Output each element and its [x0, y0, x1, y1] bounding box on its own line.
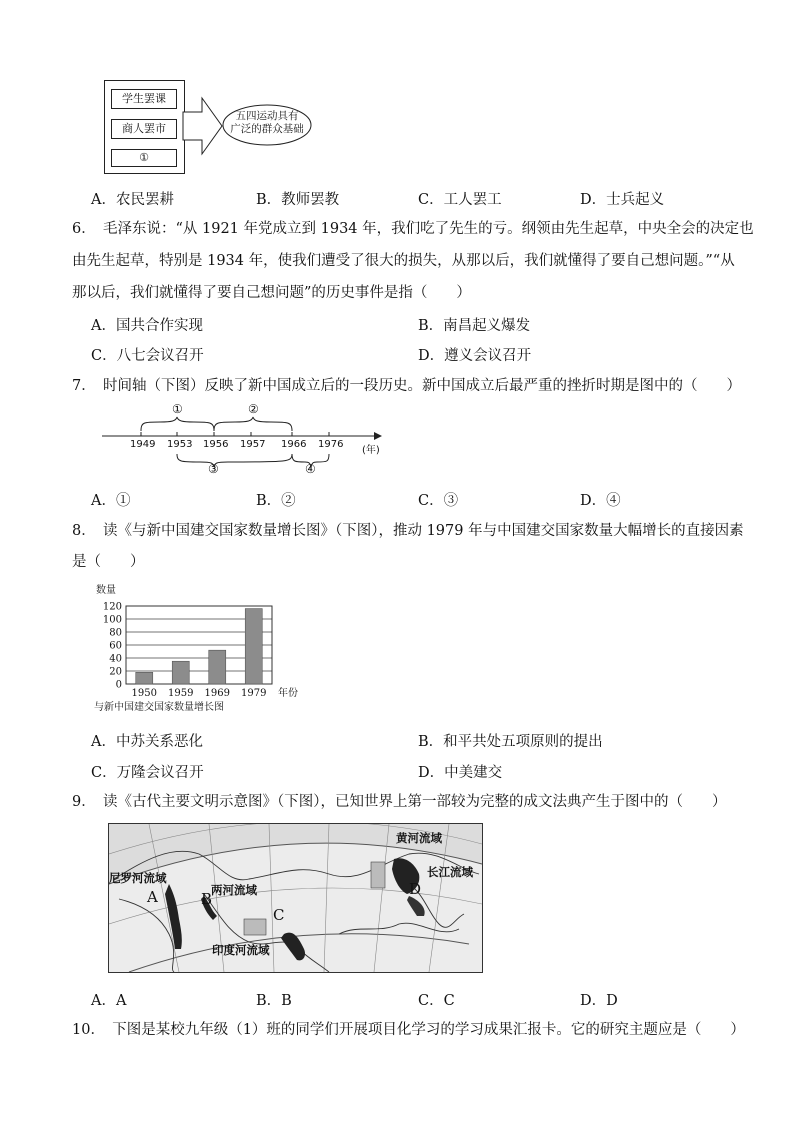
chart-ytick-label: 40: [109, 653, 122, 665]
q5-item-3: ①: [111, 149, 177, 167]
q7-top-label-2: ②: [248, 402, 259, 416]
q7-year-unit: (年): [362, 445, 380, 456]
q8-text-line-1: 8． 读《与新中国建交国家数量增长图》（下图），推动 1979 年与中国建交国家数量大幅增长的直接因素: [72, 523, 744, 539]
q8-option-a[interactable]: A．中苏关系恶化: [91, 734, 203, 750]
chart-ytick-label: 120: [102, 601, 122, 613]
q6-text-line-1: 6． 毛泽东说：“从 1921 年党成立到 1934 年，我们吃了先生的亏。纲领由先生起草，中央全会的决定也: [72, 221, 754, 237]
q5-item-2: 商人罢市: [111, 119, 177, 139]
q9-option-b[interactable]: B．B: [256, 993, 292, 1009]
q9-option-d[interactable]: D．D: [580, 993, 618, 1009]
q9-map-label-b: B: [201, 890, 213, 908]
q7-year-1957: 1957: [240, 439, 266, 450]
q8-text-line-2: 是（ ）: [72, 554, 145, 570]
q6-option-a[interactable]: A．国共合作实现: [91, 318, 203, 334]
q9-option-a[interactable]: A．A: [91, 993, 127, 1009]
q7-year-1953: 1953: [167, 439, 193, 450]
q7-year-1956: 1956: [203, 439, 229, 450]
q5-item-1: 学生罢课: [111, 89, 177, 109]
q5-option-b[interactable]: B．教师罢教: [256, 192, 340, 208]
q7-option-b[interactable]: B．②: [256, 493, 296, 509]
q5-option-c[interactable]: C．工人罢工: [418, 192, 502, 208]
chart-bar: [245, 609, 262, 684]
q7-top-label-1: ①: [172, 402, 183, 416]
q6-text-line-3: 那以后，我们就懂得了要自己想问题”的历史事件是指（ ）: [72, 285, 471, 301]
q9-text-line: 9． 读《古代主要文明示意图》（下图），已知世界上第一部较为完整的成文法典产生于图中的（ ）: [72, 794, 727, 810]
q9-map-drawing: [109, 824, 482, 972]
q5-option-a[interactable]: A．农民罢耕: [91, 192, 174, 208]
q5-result-line-1: 五四运动具有: [235, 110, 299, 122]
chart-ytick-label: 60: [109, 640, 122, 652]
q5-arrow: [182, 96, 226, 156]
q9-map-label-a: A: [147, 888, 158, 906]
chart-xtick-label: 1959: [168, 688, 194, 699]
q9-map-label-yindu: 印度河流域: [212, 943, 270, 957]
chart-xtick-label: 1950: [131, 688, 157, 699]
q7-year-1976: 1976: [318, 439, 344, 450]
chart-ytick-label: 100: [102, 614, 122, 626]
q9-map-label-huanghe: 黄河流域: [396, 831, 442, 845]
q6-option-d[interactable]: D．遵义会议召开: [418, 348, 532, 364]
q9-map-label-changjiang: 长江流域: [427, 865, 473, 879]
q9-map-label-lianghe: 两河流域: [211, 883, 257, 897]
q8-bar-chart: [88, 580, 318, 720]
q7-year-1966: 1966: [281, 439, 307, 450]
q9-map: [108, 823, 483, 973]
q10-text-line: 10． 下图是某校九年级（1）班的同学们开展项目化学习的学习成果汇报卡。它的研究主题应是（ ）: [72, 1022, 745, 1038]
q9-map-label-d: D: [409, 880, 422, 898]
chart-ytick-label: 0: [115, 679, 122, 691]
chart-ytick-label: 20: [109, 666, 122, 678]
q6-option-b[interactable]: B．南昌起义爆发: [418, 318, 531, 334]
q7-year-1949: 1949: [130, 439, 156, 450]
q7-option-a[interactable]: A．①: [91, 493, 131, 509]
q7-option-d[interactable]: D．④: [580, 493, 621, 509]
q7-bottom-label-3: ③: [208, 462, 219, 476]
q9-map-label-c: C: [273, 906, 285, 924]
q6-option-c[interactable]: C．八七会议召开: [91, 348, 204, 364]
q7-text-line: 7． 时间轴（下图）反映了新中国成立后的一段历史。新中国成立后最严重的挫折时期是图中的（ ）: [72, 378, 741, 394]
chart-xtick-label: 1969: [204, 688, 230, 699]
q7-bottom-label-4: ④: [305, 462, 316, 476]
q8-option-b[interactable]: B．和平共处五项原则的提出: [418, 734, 603, 750]
chart-bar: [136, 672, 153, 684]
chart-bar: [209, 650, 226, 684]
q8-option-d[interactable]: D．中美建交: [418, 765, 503, 781]
q5-option-d[interactable]: D．士兵起义: [580, 192, 665, 208]
q9-option-c[interactable]: C．C: [418, 993, 455, 1009]
chart-xlabel: 年份: [278, 688, 298, 699]
q7-option-c[interactable]: C．③: [418, 493, 459, 509]
chart-xtick-label: 1979: [241, 688, 267, 699]
chart-bar: [172, 661, 189, 684]
q6-text-line-2: 由先生起草，特别是 1934 年，使我们遭受了很大的损失，从那以后，我们就懂得了要自己想问题。”“从: [72, 253, 735, 269]
chart-ytick-label: 80: [109, 627, 122, 639]
q5-result-line-2: 广泛的群众基础: [230, 123, 304, 135]
q8-option-c[interactable]: C．万隆会议召开: [91, 765, 204, 781]
chart-title: 与新中国建交国家数量增长图: [94, 702, 224, 713]
q9-map-label-niluo: 尼罗河流域: [109, 871, 167, 885]
chart-ylabel: 数量: [96, 585, 116, 596]
